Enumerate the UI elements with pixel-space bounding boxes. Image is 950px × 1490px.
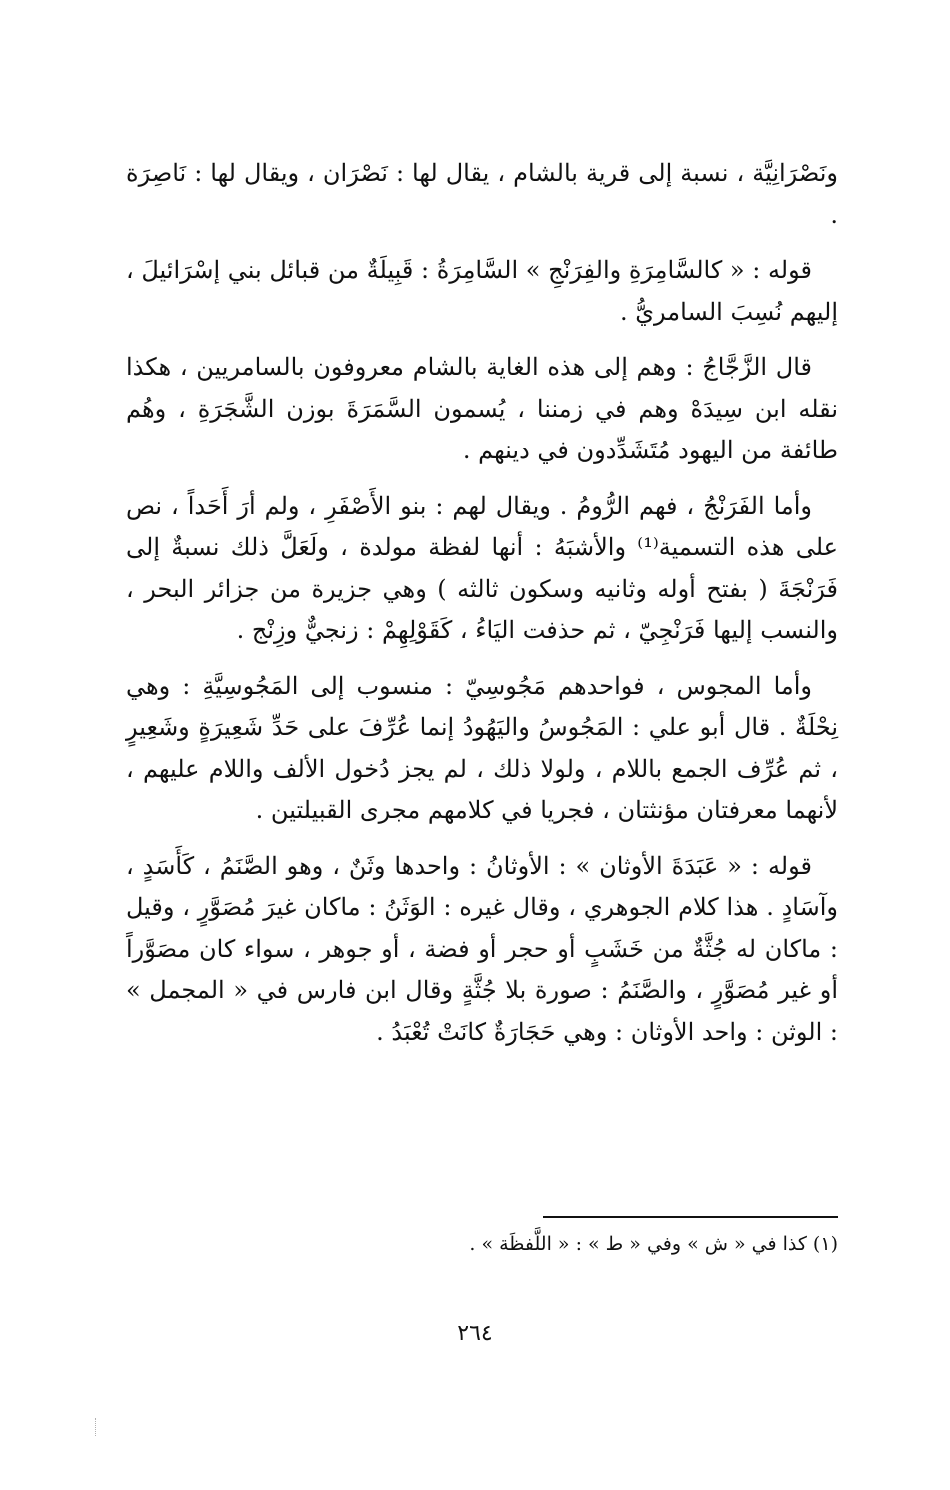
- paragraph: قوله : « عَبَدَةَ الأوثان » : الأوثانُ : واحدها وثَنٌ ، وهو الصَّنَمُ ، كَأَسَدٍ ، وآسَادٍ . هذا كلام الجوهري ، وقال غيره : الوَثَنُ : ماكان غيرَ مُصَوَّرٍ ، وقيل : ماكان له جُثَّةٌ من خَشَبٍ أو حجر أو فضة ، أو جوهر ، سواء كان مصَوَّراً أو غير مُصَوَّرٍ ، والصَّنَمُ : صورة بلا جُثَّةٍ وقال ابن فارس في « المجمل » : الوثن : واحد الأوثان : وهي حَجَارَةٌ كانَتْ تُعْبَدُ .: [126, 851, 838, 1046]
- paragraph: قوله : « كالسَّامِرَةِ والفِرَنْجِ » السَّامِرَةُ : قَبِيلَةٌ من قبائل بني إسْرَائيلَ ، إليهم نُسِبَ السامريُّ .: [126, 256, 838, 326]
- margin-mark: [95, 1418, 98, 1436]
- paragraph: وأما المجوس ، فواحدهم مَجُوسِيّ : منسوب إلى المَجُوسِيَّةِ : وهي نِحْلَةٌ . قال أبو علي : المَجُوسُ واليَهُودُ إنما عُرِّفَ على حَدِّ شَعِيرَةٍ وشَعِيرٍ ، ثم عُرِّف الجمع باللام ، ولولا ذلك ، لم يجز دُخول الألف واللام عليهم ، لأنهما معرفتان مؤنثتان ، فجريا في كلامهم مجرى القبيلتين .: [126, 671, 838, 824]
- paragraph: قال الزَّجَّاجُ : وهم إلى هذه الغاية بالشام معروفون بالسامريين ، هكذا نقله ابن سِيدَهْ وهم في زمننا ، يُسمون السَّمَرَةَ بوزن الشَّجَرَةِ ، وهُم طائفة من اليهود مُتَشَدِّدون في دينهم .: [126, 353, 838, 464]
- page-number: ٢٦٤: [457, 1321, 493, 1346]
- footnote: (١) كذا في « ش » وفي « ط » : « اللَّفظَة » .: [469, 1233, 838, 1255]
- paragraph: وأما الفَرَنْجُ ، فهم الرُّومُ . ويقال لهم : بنو الأَصْفَرِ ، ولم أرَ أَحَداً ، نص على هذه التسمية⁽¹⁾ والأشبَهُ : أنها لفظة مولدة ، ولَعَلَّ ذلك نسبةٌ إلى فَرَنْجَةَ ( بفتح أوله وثانيه وسكون ثالثه ) وهي جزيرة من جزائر البحر ، والنسب إليها فَرَنْجِيّ ، ثم حذفت اليَاءُ ، كَقَوْلِهِمْ : زنجيٌّ وزِنْج .: [126, 491, 838, 644]
- main-text: [126, 153, 838, 1067]
- paragraph: ونَصْرَانِيَّة ، نسبة إلى قرية بالشام ، يقال لها : نَصْرَان ، ويقال لها : نَاصِرَة .: [126, 159, 838, 229]
- footnote-divider: [543, 1216, 838, 1218]
